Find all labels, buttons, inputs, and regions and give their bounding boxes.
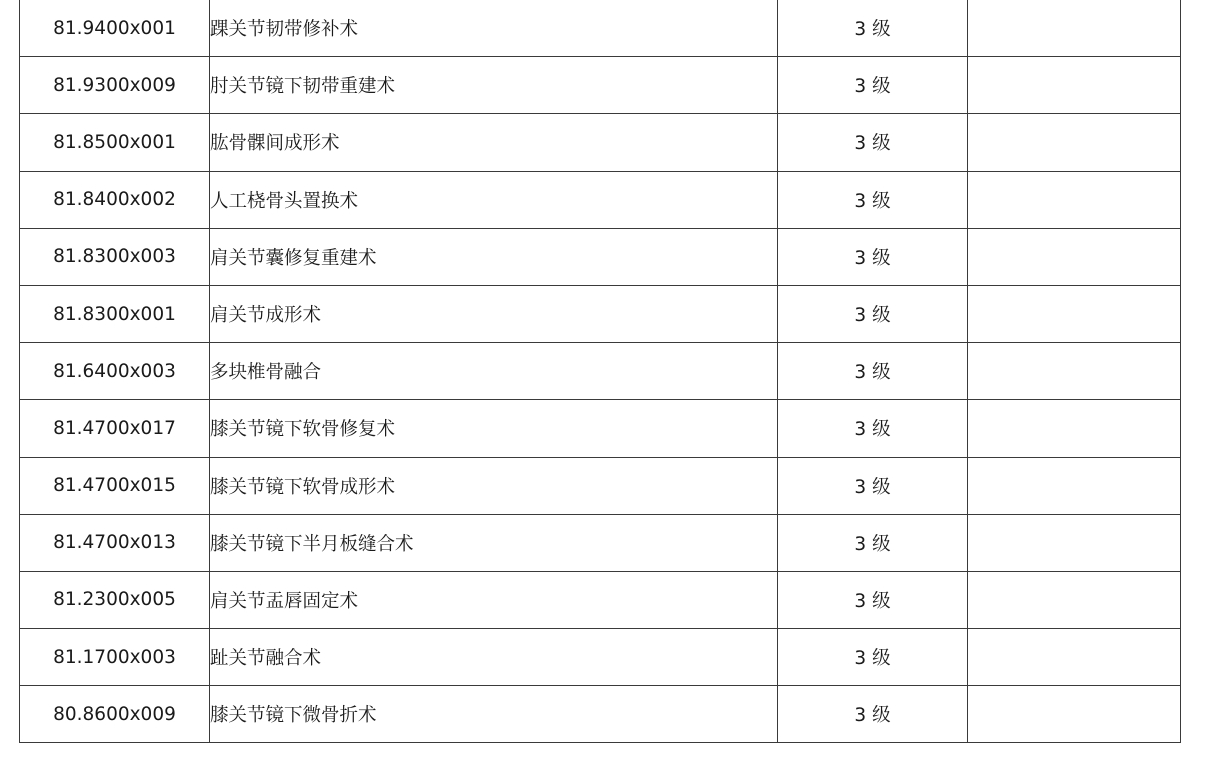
table-row — [20, 686, 1181, 743]
procedure-note-cell — [968, 571, 1181, 628]
procedure-level-cell: 3 级 — [778, 228, 968, 285]
procedure-code-cell: 81.4700x017 — [20, 400, 210, 457]
procedure-level-cell: 3 级 — [778, 686, 968, 743]
procedure-note-cell — [968, 686, 1181, 743]
procedure-name-cell: 人工桡骨头置换术 — [210, 171, 778, 228]
procedure-code-cell: 81.8300x003 — [20, 228, 210, 285]
procedure-note-cell — [968, 285, 1181, 342]
table-row — [20, 171, 1181, 228]
procedure-level-cell: 3 级 — [778, 114, 968, 171]
table-body — [20, 0, 1181, 743]
procedure-note-cell — [968, 400, 1181, 457]
procedure-level-cell: 3 级 — [778, 343, 968, 400]
procedure-level-cell: 3 级 — [778, 285, 968, 342]
procedure-name-cell: 膝关节镜下微骨折术 — [210, 686, 778, 743]
table-row — [20, 629, 1181, 686]
procedure-note-cell — [968, 171, 1181, 228]
procedure-note-cell — [968, 228, 1181, 285]
procedure-name-cell: 踝关节韧带修补术 — [210, 0, 778, 57]
procedure-level-cell: 3 级 — [778, 171, 968, 228]
procedure-level-cell: 3 级 — [778, 457, 968, 514]
procedure-code-cell: 81.4700x013 — [20, 514, 210, 571]
procedure-code-cell: 81.8400x002 — [20, 171, 210, 228]
procedure-code-cell: 80.8600x009 — [20, 686, 210, 743]
procedure-name-cell: 肩关节成形术 — [210, 285, 778, 342]
table-row — [20, 457, 1181, 514]
procedure-code-cell: 81.6400x003 — [20, 343, 210, 400]
table-row — [20, 571, 1181, 628]
procedure-note-cell — [968, 343, 1181, 400]
procedure-note-cell — [968, 0, 1181, 57]
table-row — [20, 400, 1181, 457]
procedure-name-cell: 肱骨髁间成形术 — [210, 114, 778, 171]
table-row — [20, 343, 1181, 400]
procedure-table — [19, 0, 1181, 743]
procedure-level-cell: 3 级 — [778, 571, 968, 628]
table-row — [20, 57, 1181, 114]
procedure-note-cell — [968, 57, 1181, 114]
table-row — [20, 0, 1181, 57]
procedure-code-cell: 81.9400x001 — [20, 0, 210, 57]
procedure-level-cell: 3 级 — [778, 0, 968, 57]
table-row — [20, 285, 1181, 342]
procedure-name-cell: 膝关节镜下软骨成形术 — [210, 457, 778, 514]
procedure-level-cell: 3 级 — [778, 400, 968, 457]
procedure-name-cell: 肩关节盂唇固定术 — [210, 571, 778, 628]
procedure-code-cell: 81.8300x001 — [20, 285, 210, 342]
table-row — [20, 514, 1181, 571]
procedure-level-cell: 3 级 — [778, 629, 968, 686]
procedure-note-cell — [968, 514, 1181, 571]
procedure-code-cell: 81.4700x015 — [20, 457, 210, 514]
procedure-level-cell: 3 级 — [778, 514, 968, 571]
procedure-name-cell: 肘关节镜下韧带重建术 — [210, 57, 778, 114]
procedure-note-cell — [968, 629, 1181, 686]
procedure-code-cell: 81.8500x001 — [20, 114, 210, 171]
procedure-name-cell: 肩关节囊修复重建术 — [210, 228, 778, 285]
procedure-name-cell: 多块椎骨融合 — [210, 343, 778, 400]
procedure-note-cell — [968, 114, 1181, 171]
procedure-name-cell: 膝关节镜下半月板缝合术 — [210, 514, 778, 571]
table-row — [20, 228, 1181, 285]
procedure-level-cell: 3 级 — [778, 57, 968, 114]
procedure-code-cell: 81.1700x003 — [20, 629, 210, 686]
procedure-code-cell: 81.2300x005 — [20, 571, 210, 628]
procedure-name-cell: 膝关节镜下软骨修复术 — [210, 400, 778, 457]
procedure-note-cell — [968, 457, 1181, 514]
table-row — [20, 114, 1181, 171]
procedure-name-cell: 趾关节融合术 — [210, 629, 778, 686]
procedure-code-cell: 81.9300x009 — [20, 57, 210, 114]
